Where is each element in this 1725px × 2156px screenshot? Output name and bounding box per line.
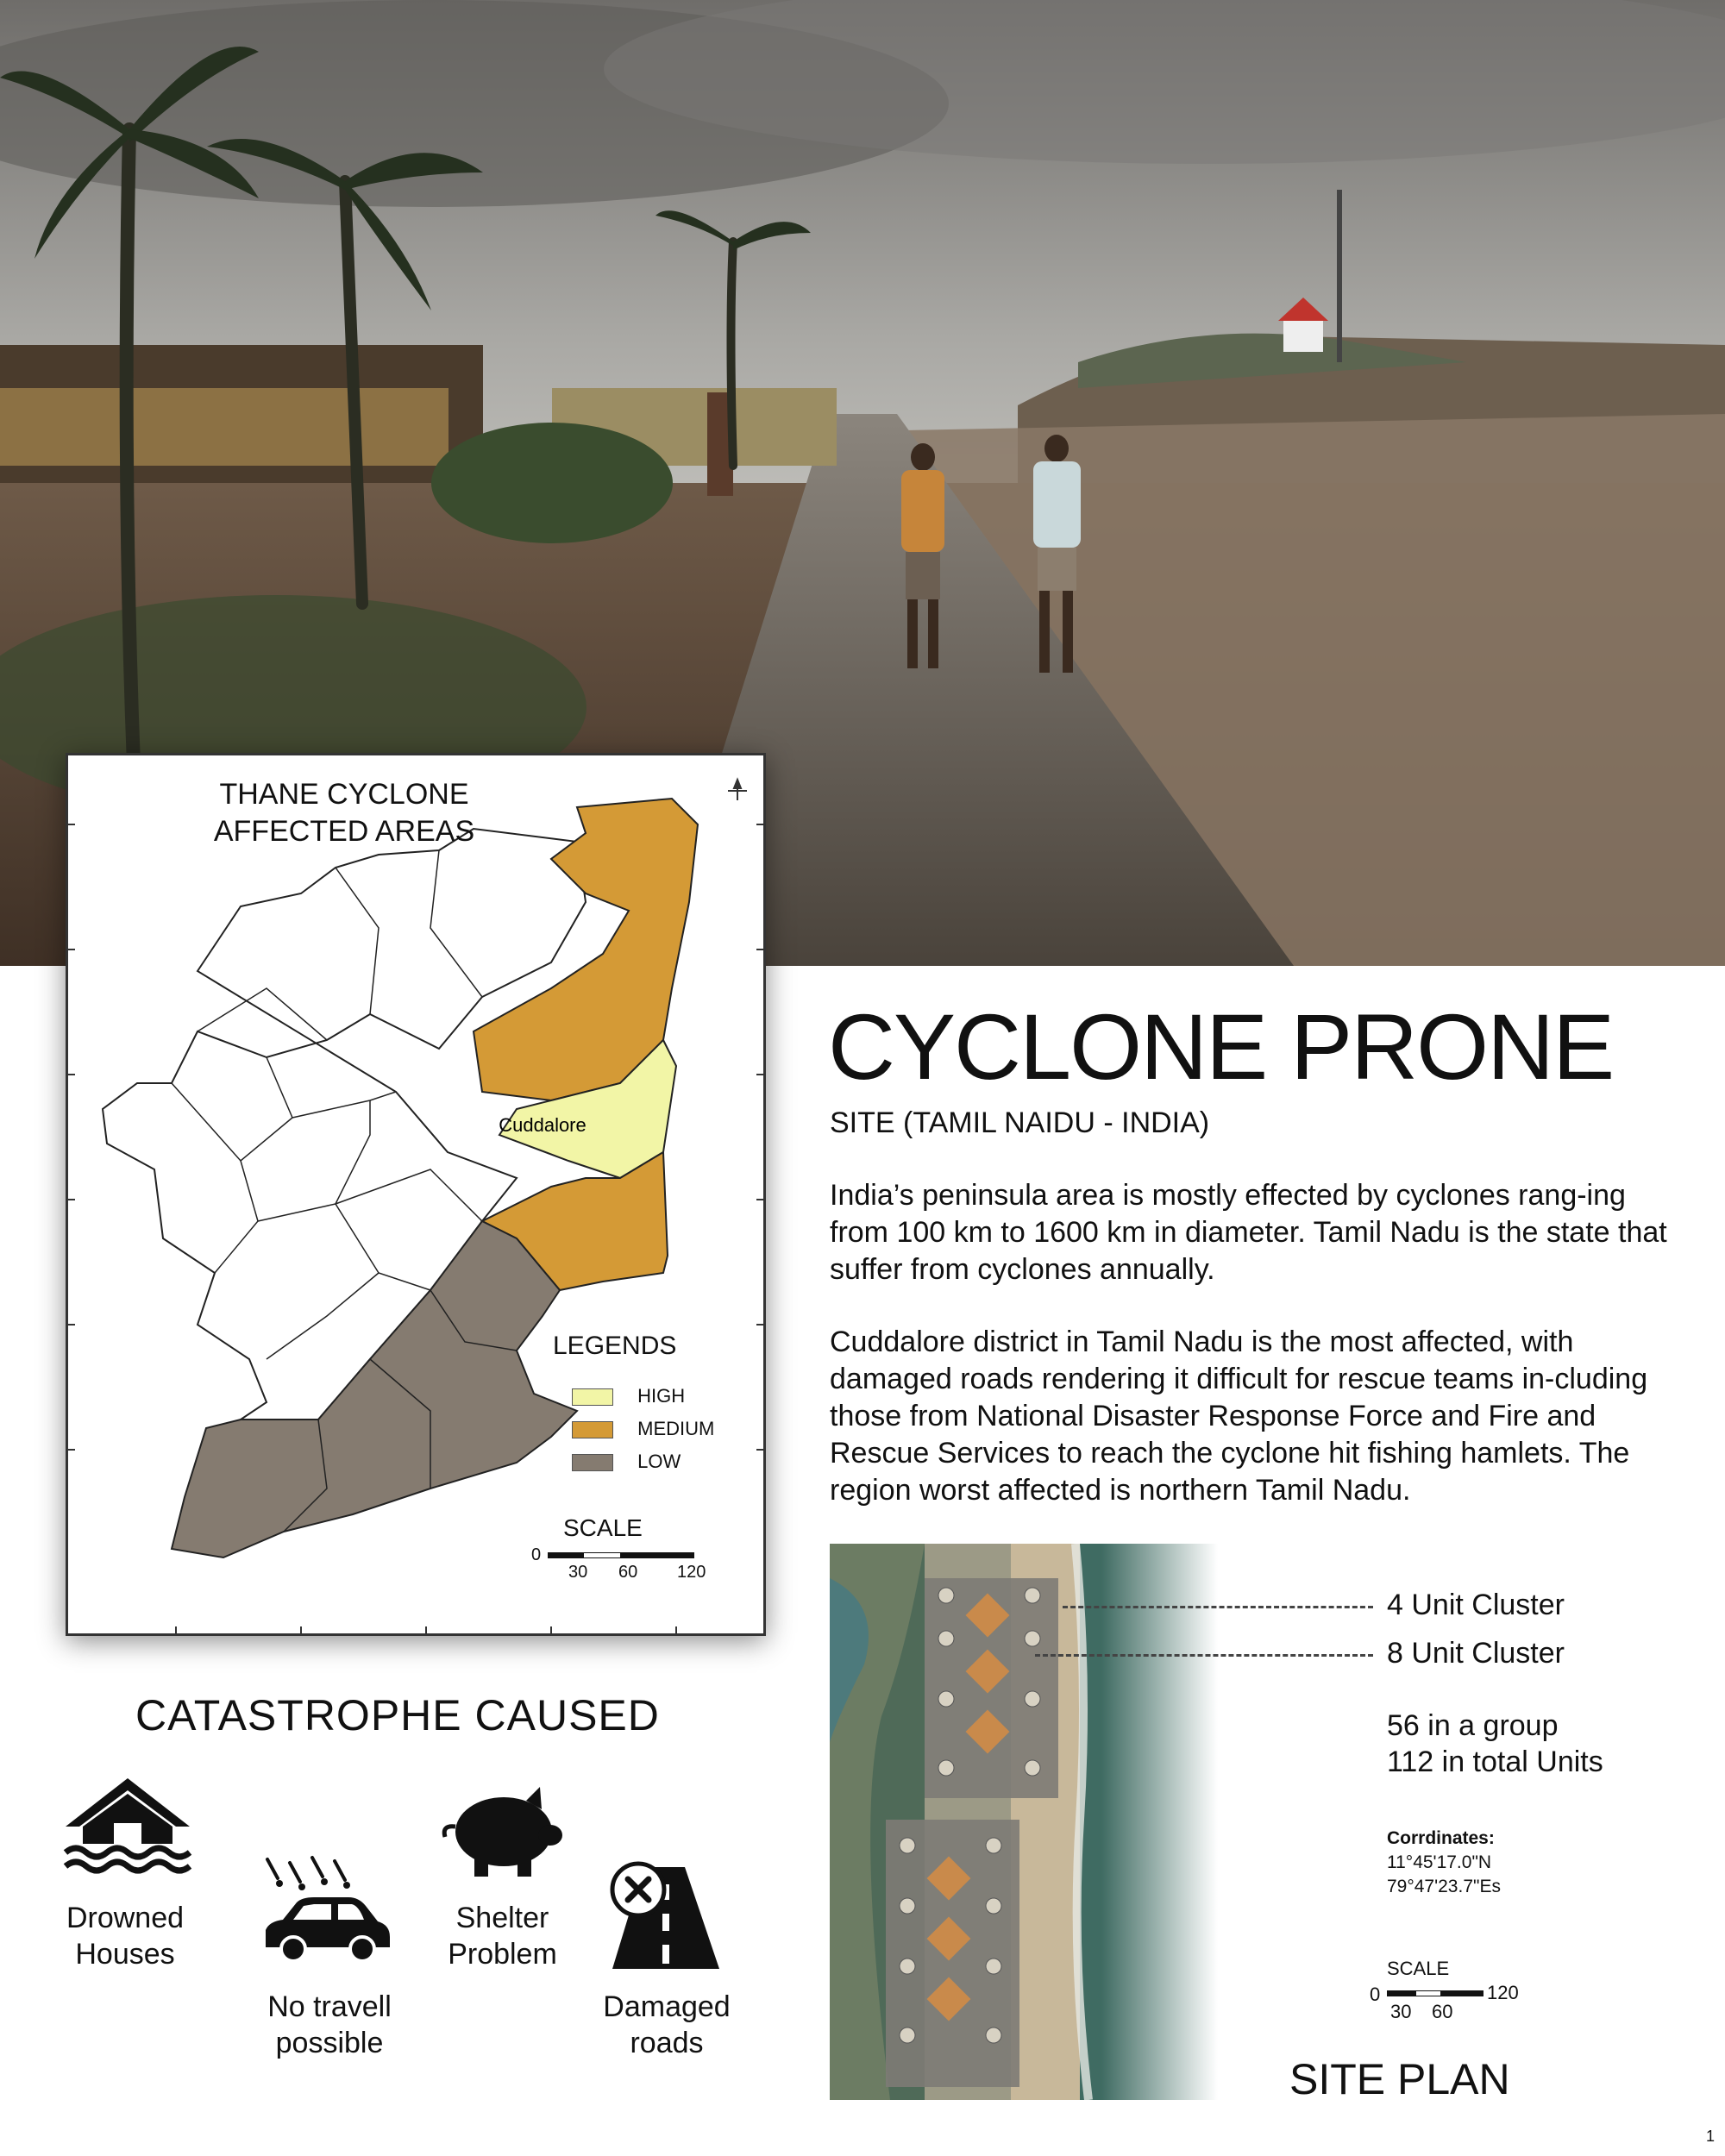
site-scale-title: SCALE xyxy=(1387,1958,1450,1979)
page-number: 1 xyxy=(1705,2128,1715,2145)
total-count: 112 in total Units xyxy=(1387,1745,1603,1778)
site-scale-tick-60: 60 xyxy=(1432,2001,1453,2022)
callout-line-8 xyxy=(1035,1654,1373,1657)
legend-swatch-medium xyxy=(572,1421,613,1438)
north-arrow-icon xyxy=(728,780,747,800)
legend-item-medium: MEDIUM xyxy=(572,1418,714,1440)
group-count: 56 in a group xyxy=(1387,1709,1559,1742)
catastrophe-title: CATASTROPHE CAUSED xyxy=(135,1691,660,1739)
map-scale-bar xyxy=(548,1552,694,1558)
map-legend xyxy=(553,1332,677,1373)
map-title: THANE CYCLONE AFFECTED AREAS xyxy=(213,778,475,848)
detail-paragraph: Cuddalore district in Tamil Nadu is the most affected, with damaged roads rendering it difficult for rescue teams in-cluding those from National Disaster Response Force and Fire and Rescue Services to reach the cyclone hit fishing hamlets. The region worst affected is northern Tamil Nadu. xyxy=(830,1326,1648,1507)
site-plan-title: SITE PLAN xyxy=(1289,2055,1510,2103)
page-subtitle: SITE (TAMIL NAIDU - INDIA) xyxy=(830,1106,1210,1139)
callout-8-unit: 8 Unit Cluster xyxy=(1387,1637,1565,1670)
piggy-bank-icon xyxy=(440,1783,569,1880)
intro-paragraph: India’s peninsula area is mostly effected by cyclones rang-ing from 100 km to 1600 km in diameter. Tamil Nadu is the state that suffer from cyclones annually. xyxy=(830,1179,1667,1286)
cuddalore-label: Cuddalore xyxy=(499,1114,586,1136)
site-plan-image xyxy=(830,1544,1218,2100)
map-scale-tick-30: 30 xyxy=(568,1563,588,1582)
catastrophe-item-shelter: Shelter Problem xyxy=(448,1902,557,1971)
catastrophe-item-roads: Damaged roads xyxy=(603,1990,731,2059)
unit-stats xyxy=(1387,1708,1603,1780)
page-title: CYCLONE PRONE xyxy=(828,994,1614,1099)
site-scale-zero: 0 xyxy=(1370,1984,1381,2005)
legend-swatch-high xyxy=(572,1388,613,1406)
catastrophe-item-houses: Drowned Houses xyxy=(66,1902,185,1971)
legend-item-high: HIGH xyxy=(572,1385,685,1407)
site-scale-tick-30: 30 xyxy=(1390,2001,1412,2022)
coords-label: Corrdinates: xyxy=(1387,1828,1495,1848)
site-coordinates xyxy=(1387,1827,1501,1899)
car-rain-icon xyxy=(259,1854,397,1975)
map-scale-tick-60: 60 xyxy=(618,1563,638,1582)
callout-4-unit: 4 Unit Cluster xyxy=(1387,1589,1565,1621)
map-scale-title: SCALE xyxy=(563,1514,643,1541)
legend-title: LEGENDS xyxy=(553,1332,677,1360)
map-scale-tick-120: 120 xyxy=(677,1563,706,1582)
legend-item-low: LOW xyxy=(572,1451,681,1473)
coords-lon: 79°47'23.7"Es xyxy=(1387,1877,1501,1896)
map-canvas xyxy=(68,755,763,1633)
coords-lat: 11°45'17.0"N xyxy=(1387,1852,1492,1872)
callout-line-4 xyxy=(1063,1606,1373,1608)
site-scale-bar xyxy=(1387,1990,1484,1996)
flooded-house-icon xyxy=(62,1777,193,1880)
site-scale-end: 120 xyxy=(1487,1982,1519,2003)
site-aerial xyxy=(830,1544,1218,2100)
thane-cyclone-map xyxy=(66,753,766,1636)
map-scale-zero: 0 xyxy=(531,1545,542,1564)
legend-swatch-low xyxy=(572,1454,613,1471)
blocked-road-icon xyxy=(605,1858,726,1971)
catastrophe-item-travel: No travell possible xyxy=(267,1990,392,2059)
